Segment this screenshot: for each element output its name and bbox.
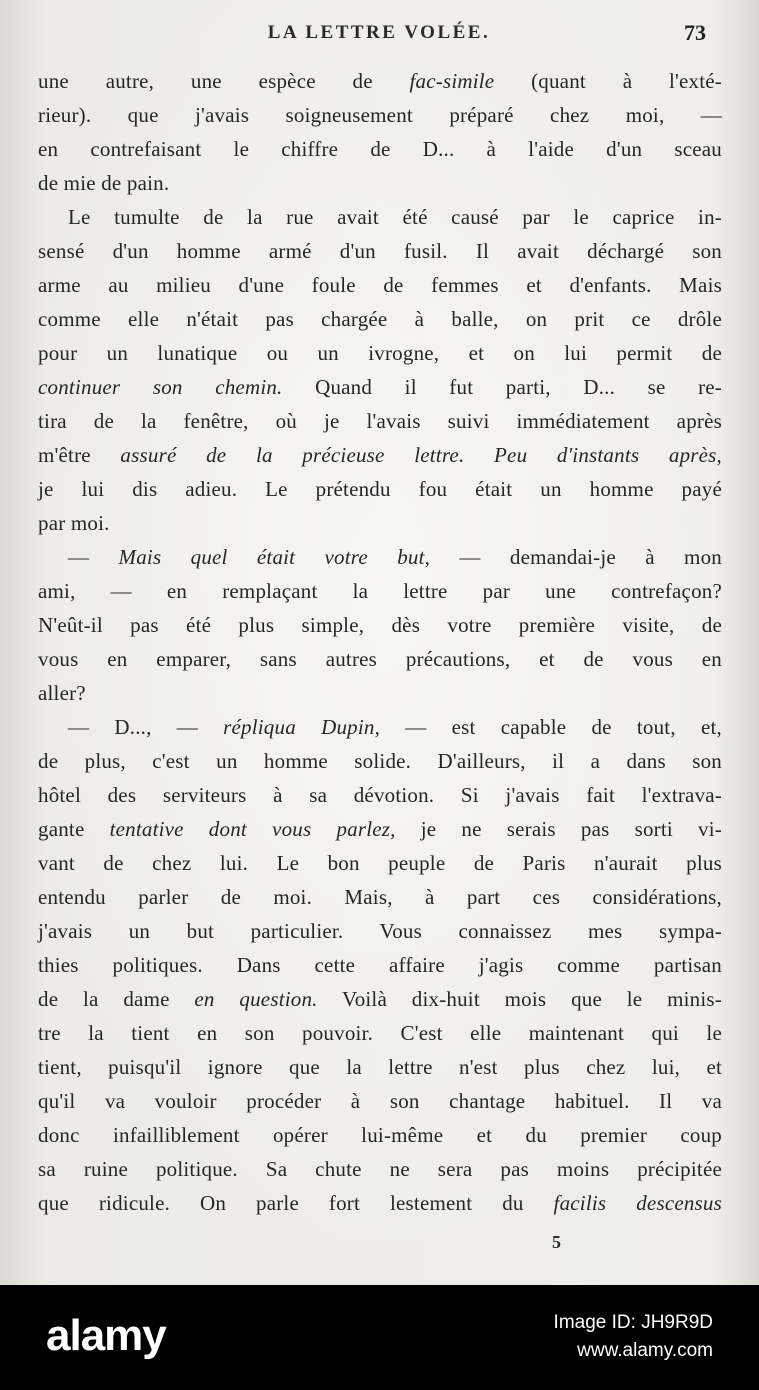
text-line: [38, 540, 722, 574]
text-line: [38, 370, 722, 404]
text-line: [38, 1016, 722, 1050]
running-header: [38, 22, 720, 52]
page-number: 73: [684, 20, 706, 45]
watermark-url: www.alamy.com: [577, 1340, 713, 1361]
text-line: [38, 710, 722, 744]
italic-text: en question.: [194, 987, 318, 1011]
body-text: de la dame: [38, 987, 195, 1011]
body-text: sa ruine politique. Sa chute ne sera pas moins précipitée: [38, 1157, 722, 1181]
body-text: une autre, une espèce de: [38, 69, 410, 93]
body-text: thies politiques. Dans cette affaire j'agis comme partisan: [38, 953, 722, 977]
body-text: (quant à l'exté-: [494, 69, 722, 93]
body-text: entendu parler de moi. Mais, à part ces considérations,: [38, 885, 722, 909]
text-line: [38, 812, 722, 846]
body-text: de mie de pain.: [38, 171, 170, 195]
body-text: que ridicule. On parle fort lestement du: [38, 1191, 554, 1215]
body-text: — D..., —: [68, 715, 224, 739]
body-text: sensé d'un homme armé d'un fusil. Il avait déchargé son: [38, 239, 722, 263]
body-text: comme elle n'était pas chargée à balle, on prit ce drôle: [38, 307, 722, 331]
body-text: vant de chez lui. Le bon peuple de Paris n'aurait plus: [38, 851, 722, 875]
body-text: ami, — en remplaçant la lettre par une contrefaçon?: [38, 579, 722, 603]
alamy-logo: alamy: [46, 1311, 166, 1360]
text-line: [38, 302, 722, 336]
text-line: [38, 404, 722, 438]
body-text: arme au milieu d'une foule de femmes et d'enfants. Mais: [38, 273, 722, 297]
italic-text: continuer son chemin.: [38, 375, 283, 399]
text-line: [38, 1118, 722, 1152]
body-text: tre la tient en son pouvoir. C'est elle maintenant qui le: [38, 1021, 722, 1045]
text-line: [38, 676, 722, 710]
italic-text: fac-simile: [409, 69, 495, 93]
signature-mark: 5: [552, 1232, 561, 1252]
body-text: hôtel des serviteurs à sa dévotion. Si j'avais fait l'extrava-: [38, 783, 722, 807]
text-line: [38, 1050, 722, 1084]
text-line: [38, 608, 722, 642]
body-text: je ne serais pas sorti vi-: [395, 817, 722, 841]
body-text: j'avais un but particulier. Vous connaissez mes sympa-: [38, 919, 722, 943]
image-id: Image ID: JH9R9D: [553, 1312, 713, 1333]
text-line: [38, 234, 722, 268]
page-title: LA LETTRE VOLÉE.: [267, 22, 491, 43]
body-text: Le tumulte de la rue avait été causé par le caprice in-: [68, 205, 722, 229]
text-line: [38, 846, 722, 880]
body-text: je lui dis adieu. Le prétendu fou était un homme payé: [38, 477, 722, 501]
body-text: —: [68, 545, 119, 569]
body-text: m'être: [38, 443, 121, 467]
italic-text: facilis descensus: [553, 1191, 722, 1215]
text-line: [38, 200, 722, 234]
text-line: [38, 914, 722, 948]
body-text: gante: [38, 817, 110, 841]
body-text: tira de la fenêtre, où je l'avais suivi immédiatement après: [38, 409, 722, 433]
watermark-info: [554, 1309, 713, 1365]
italic-text: Mais quel était votre but,: [118, 545, 431, 569]
text-line: [38, 778, 722, 812]
body-text: Quand il fut parti, D... se re-: [282, 375, 722, 399]
text-line: [38, 472, 722, 506]
body-text: qu'il va vouloir procéder à son chantage habituel. Il va: [38, 1089, 722, 1113]
italic-text: assuré de la précieuse lettre. Peu d'instants après,: [120, 443, 722, 467]
body-text: rieur). que j'avais soigneusement préparé chez moi, —: [38, 103, 722, 127]
text-line: [38, 948, 722, 982]
body-text: aller?: [38, 681, 86, 705]
text-line: [38, 744, 722, 778]
body-text: pour un lunatique ou un ivrogne, et on lui permit de: [38, 341, 722, 365]
text-line: [38, 336, 722, 370]
body-text: par moi.: [38, 511, 110, 535]
italic-text: tentative dont vous parlez,: [109, 817, 396, 841]
text-line: [38, 880, 722, 914]
body-text: tient, puisqu'il ignore que la lettre n'est plus chez lui, et: [38, 1055, 722, 1079]
watermark-bar: [0, 1285, 759, 1390]
text-block: [38, 64, 722, 1220]
body-text: Voilà dix-huit mois que le minis-: [317, 987, 722, 1011]
text-line: [38, 166, 722, 200]
body-text: vous en emparer, sans autres précautions, et de vous en: [38, 647, 722, 671]
body-text: de plus, c'est un homme solide. D'ailleurs, il a dans son: [38, 749, 722, 773]
body-text: — demandai-je à mon: [430, 545, 722, 569]
text-line: [38, 1084, 722, 1118]
text-line: [38, 438, 722, 472]
text-line: [38, 1186, 722, 1220]
text-line: [38, 98, 722, 132]
text-line: [38, 64, 722, 98]
text-line: [38, 574, 722, 608]
text-line: [38, 1152, 722, 1186]
body-text: N'eût-il pas été plus simple, dès votre première visite, de: [38, 613, 722, 637]
body-text: donc infailliblement opérer lui-même et du premier coup: [38, 1123, 722, 1147]
text-line: [38, 506, 722, 540]
text-line: [38, 982, 722, 1016]
italic-text: répliqua Dupin,: [223, 715, 381, 739]
text-line: [38, 132, 722, 166]
body-text: — est capable de tout, et,: [380, 715, 722, 739]
text-line: [38, 642, 722, 676]
body-text: en contrefaisant le chiffre de D... à l'aide d'un sceau: [38, 137, 722, 161]
text-line: [38, 268, 722, 302]
